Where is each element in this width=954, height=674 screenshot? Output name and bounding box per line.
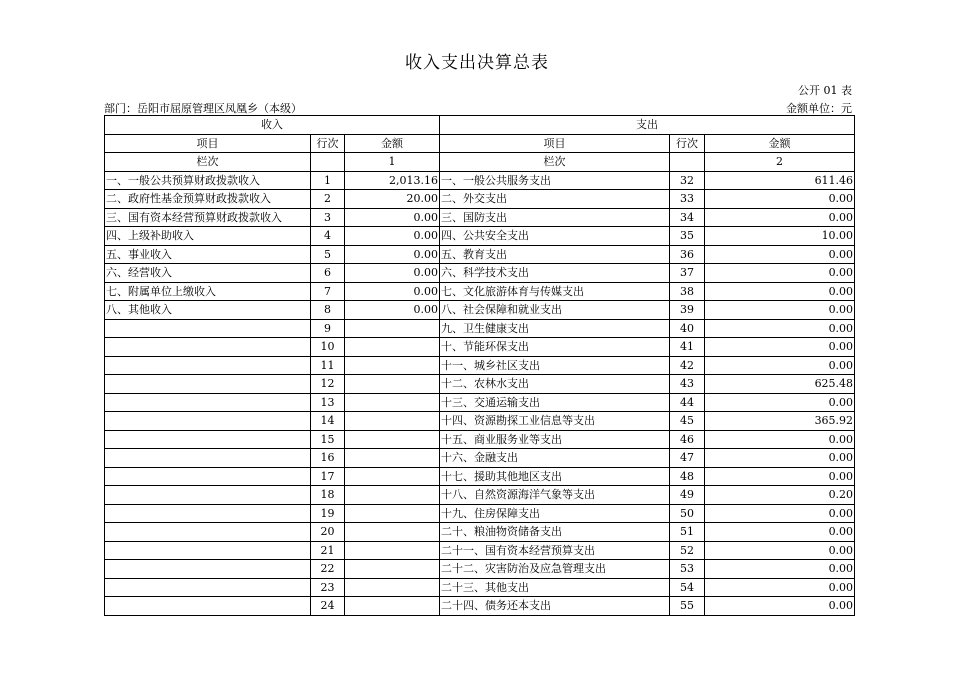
table-row — [105, 560, 855, 579]
expense-item-cell: 十五、商业服务业等支出 — [440, 430, 670, 449]
income-section-header: 收入 — [105, 116, 440, 135]
income-row-no-header: 行次 — [311, 134, 345, 153]
table-row — [105, 467, 855, 486]
expense-row-no-cell: 54 — [670, 578, 705, 597]
expense-row-no-cell: 34 — [670, 208, 705, 227]
table-body — [105, 171, 855, 615]
table-row — [105, 319, 855, 338]
income-item-cell — [105, 560, 311, 579]
table-row — [105, 393, 855, 412]
income-amount-cell: 0.00 — [345, 227, 440, 246]
income-item-cell — [105, 375, 311, 394]
income-item-cell — [105, 338, 311, 357]
expense-item-cell: 十七、援助其他地区支出 — [440, 467, 670, 486]
form-number: 公开 01 表 — [798, 84, 852, 97]
income-amount-cell: 2,013.16 — [345, 171, 440, 190]
income-row-no-cell: 12 — [311, 375, 345, 394]
income-item-cell — [105, 319, 311, 338]
expense-item-cell: 三、国防支出 — [440, 208, 670, 227]
expense-row-no-cell: 49 — [670, 486, 705, 505]
expense-row-no-cell: 45 — [670, 412, 705, 431]
table-row — [105, 208, 855, 227]
header-row-column-index — [105, 153, 855, 172]
expense-item-cell: 七、文化旅游体育与传媒支出 — [440, 282, 670, 301]
expense-item-cell: 十三、交通运输支出 — [440, 393, 670, 412]
table-row — [105, 578, 855, 597]
expense-item-cell: 十九、住房保障支出 — [440, 504, 670, 523]
income-row-no-cell: 18 — [311, 486, 345, 505]
expense-item-cell: 二十、粮油物资储备支出 — [440, 523, 670, 542]
income-amount-cell — [345, 356, 440, 375]
income-expense-table — [104, 115, 855, 616]
expense-item-cell: 九、卫生健康支出 — [440, 319, 670, 338]
table-row — [105, 356, 855, 375]
expense-amount-cell: 0.00 — [705, 541, 855, 560]
table-row — [105, 486, 855, 505]
income-item-cell — [105, 393, 311, 412]
income-row-no-cell: 11 — [311, 356, 345, 375]
table-row — [105, 597, 855, 616]
income-row-no-cell: 15 — [311, 430, 345, 449]
income-row-no-cell: 10 — [311, 338, 345, 357]
expense-amount-cell: 0.00 — [705, 523, 855, 542]
income-item-cell — [105, 504, 311, 523]
income-item-cell — [105, 412, 311, 431]
header-row-sections — [105, 116, 855, 135]
expense-row-no-cell: 50 — [670, 504, 705, 523]
income-row-no-cell: 4 — [311, 227, 345, 246]
income-row-no-cell: 16 — [311, 449, 345, 468]
income-amount-cell — [345, 541, 440, 560]
table-row — [105, 190, 855, 209]
table-row — [105, 171, 855, 190]
expense-item-cell: 十二、农林水支出 — [440, 375, 670, 394]
expense-row-no-cell: 51 — [670, 523, 705, 542]
income-row-no-cell: 21 — [311, 541, 345, 560]
income-row-no-cell: 14 — [311, 412, 345, 431]
table-row — [105, 245, 855, 264]
expense-amount-header: 金额 — [705, 134, 855, 153]
income-row-no-cell: 5 — [311, 245, 345, 264]
income-amount-cell — [345, 467, 440, 486]
expense-item-cell: 十一、城乡社区支出 — [440, 356, 670, 375]
income-item-cell — [105, 541, 311, 560]
income-column-number: 1 — [345, 153, 440, 172]
income-item-cell: 八、其他收入 — [105, 301, 311, 320]
expense-item-header: 项目 — [440, 134, 670, 153]
income-amount-cell — [345, 486, 440, 505]
expense-item-cell: 二十一、国有资本经营预算支出 — [440, 541, 670, 560]
expense-amount-cell: 0.00 — [705, 430, 855, 449]
expense-amount-cell: 625.48 — [705, 375, 855, 394]
expense-column-label: 栏次 — [440, 153, 670, 172]
income-amount-cell: 0.00 — [345, 245, 440, 264]
expense-amount-cell: 0.00 — [705, 301, 855, 320]
expense-amount-cell: 0.00 — [705, 338, 855, 357]
expense-amount-cell: 0.00 — [705, 560, 855, 579]
income-amount-cell — [345, 412, 440, 431]
income-row-no-cell: 13 — [311, 393, 345, 412]
income-item-cell: 一、一般公共预算财政拨款收入 — [105, 171, 311, 190]
expense-item-cell: 二十四、债务还本支出 — [440, 597, 670, 616]
table-row — [105, 227, 855, 246]
income-item-cell — [105, 523, 311, 542]
expense-item-cell: 二十二、灾害防治及应急管理支出 — [440, 560, 670, 579]
expense-row-no-cell: 33 — [670, 190, 705, 209]
expense-item-cell: 一、一般公共服务支出 — [440, 171, 670, 190]
expense-row-no-cell: 39 — [670, 301, 705, 320]
income-item-cell: 二、政府性基金预算财政拨款收入 — [105, 190, 311, 209]
income-amount-cell — [345, 319, 440, 338]
income-row-no-cell: 20 — [311, 523, 345, 542]
expense-row-no-cell: 52 — [670, 541, 705, 560]
expense-amount-cell: 0.20 — [705, 486, 855, 505]
expense-item-cell: 十四、资源勘探工业信息等支出 — [440, 412, 670, 431]
income-amount-cell: 20.00 — [345, 190, 440, 209]
income-item-cell: 六、经营收入 — [105, 264, 311, 283]
income-amount-cell: 0.00 — [345, 282, 440, 301]
income-row-no-cell: 8 — [311, 301, 345, 320]
table-row — [105, 282, 855, 301]
table-row — [105, 301, 855, 320]
income-row-no-cell: 3 — [311, 208, 345, 227]
income-item-header: 项目 — [105, 134, 311, 153]
income-row-no-cell: 1 — [311, 171, 345, 190]
income-row-no-cell: 2 — [311, 190, 345, 209]
expense-column-blank — [670, 153, 705, 172]
income-item-cell — [105, 467, 311, 486]
expense-amount-cell: 0.00 — [705, 504, 855, 523]
income-item-cell: 四、上级补助收入 — [105, 227, 311, 246]
expense-item-cell: 八、社会保障和就业支出 — [440, 301, 670, 320]
expense-amount-cell: 0.00 — [705, 467, 855, 486]
table-row — [105, 430, 855, 449]
expense-row-no-cell: 48 — [670, 467, 705, 486]
expense-amount-cell: 0.00 — [705, 449, 855, 468]
expense-amount-cell: 0.00 — [705, 319, 855, 338]
expense-amount-cell: 0.00 — [705, 393, 855, 412]
expense-row-no-cell: 38 — [670, 282, 705, 301]
table-row — [105, 523, 855, 542]
income-amount-cell — [345, 597, 440, 616]
expense-section-header: 支出 — [440, 116, 855, 135]
income-item-cell — [105, 356, 311, 375]
income-row-no-cell: 6 — [311, 264, 345, 283]
income-amount-cell — [345, 375, 440, 394]
income-item-cell: 五、事业收入 — [105, 245, 311, 264]
expense-item-cell: 十八、自然资源海洋气象等支出 — [440, 486, 670, 505]
expense-amount-cell: 0.00 — [705, 264, 855, 283]
table-row — [105, 504, 855, 523]
department-label: 部门：岳阳市屈原管理区凤凰乡（本级） — [104, 102, 302, 115]
expense-row-no-cell: 47 — [670, 449, 705, 468]
expense-item-cell: 二、外交支出 — [440, 190, 670, 209]
income-amount-cell: 0.00 — [345, 301, 440, 320]
income-item-cell — [105, 449, 311, 468]
income-item-cell — [105, 578, 311, 597]
expense-item-cell: 四、公共安全支出 — [440, 227, 670, 246]
income-amount-cell — [345, 578, 440, 597]
page-title: 收入支出决算总表 — [405, 53, 549, 73]
income-amount-cell — [345, 504, 440, 523]
expense-amount-cell: 365.92 — [705, 412, 855, 431]
expense-row-no-header: 行次 — [670, 134, 705, 153]
expense-item-cell: 五、教育支出 — [440, 245, 670, 264]
income-amount-cell — [345, 430, 440, 449]
expense-row-no-cell: 32 — [670, 171, 705, 190]
income-column-blank — [311, 153, 345, 172]
amount-unit-label: 金额单位：元 — [786, 102, 852, 115]
income-column-label: 栏次 — [105, 153, 311, 172]
expense-amount-cell: 0.00 — [705, 597, 855, 616]
income-amount-cell — [345, 560, 440, 579]
expense-amount-cell: 0.00 — [705, 356, 855, 375]
income-amount-cell: 0.00 — [345, 208, 440, 227]
income-item-cell: 三、国有资本经营预算财政拨款收入 — [105, 208, 311, 227]
income-amount-header: 金额 — [345, 134, 440, 153]
expense-column-number: 2 — [705, 153, 855, 172]
income-amount-cell — [345, 338, 440, 357]
expense-item-cell: 六、科学技术支出 — [440, 264, 670, 283]
income-row-no-cell: 9 — [311, 319, 345, 338]
expense-row-no-cell: 55 — [670, 597, 705, 616]
expense-item-cell: 十六、金融支出 — [440, 449, 670, 468]
income-row-no-cell: 7 — [311, 282, 345, 301]
expense-row-no-cell: 43 — [670, 375, 705, 394]
expense-row-no-cell: 36 — [670, 245, 705, 264]
table-row — [105, 264, 855, 283]
expense-amount-cell: 611.46 — [705, 171, 855, 190]
expense-row-no-cell: 42 — [670, 356, 705, 375]
expense-row-no-cell: 35 — [670, 227, 705, 246]
income-item-cell — [105, 597, 311, 616]
income-row-no-cell: 23 — [311, 578, 345, 597]
income-amount-cell: 0.00 — [345, 264, 440, 283]
expense-amount-cell: 0.00 — [705, 578, 855, 597]
expense-row-no-cell: 46 — [670, 430, 705, 449]
income-row-no-cell: 19 — [311, 504, 345, 523]
income-item-cell — [105, 486, 311, 505]
expense-amount-cell: 0.00 — [705, 245, 855, 264]
income-item-cell: 七、附属单位上缴收入 — [105, 282, 311, 301]
table-row — [105, 338, 855, 357]
expense-amount-cell: 0.00 — [705, 282, 855, 301]
income-amount-cell — [345, 449, 440, 468]
expense-row-no-cell: 41 — [670, 338, 705, 357]
table-row — [105, 412, 855, 431]
expense-row-no-cell: 37 — [670, 264, 705, 283]
income-row-no-cell: 17 — [311, 467, 345, 486]
income-row-no-cell: 24 — [311, 597, 345, 616]
table-row — [105, 449, 855, 468]
table-row — [105, 541, 855, 560]
expense-amount-cell: 0.00 — [705, 190, 855, 209]
expense-item-cell: 十、节能环保支出 — [440, 338, 670, 357]
expense-row-no-cell: 53 — [670, 560, 705, 579]
income-item-cell — [105, 430, 311, 449]
income-amount-cell — [345, 393, 440, 412]
expense-row-no-cell: 40 — [670, 319, 705, 338]
expense-row-no-cell: 44 — [670, 393, 705, 412]
expense-amount-cell: 10.00 — [705, 227, 855, 246]
income-amount-cell — [345, 523, 440, 542]
expense-item-cell: 二十三、其他支出 — [440, 578, 670, 597]
header-row-columns — [105, 134, 855, 153]
table-row — [105, 375, 855, 394]
income-row-no-cell: 22 — [311, 560, 345, 579]
expense-amount-cell: 0.00 — [705, 208, 855, 227]
